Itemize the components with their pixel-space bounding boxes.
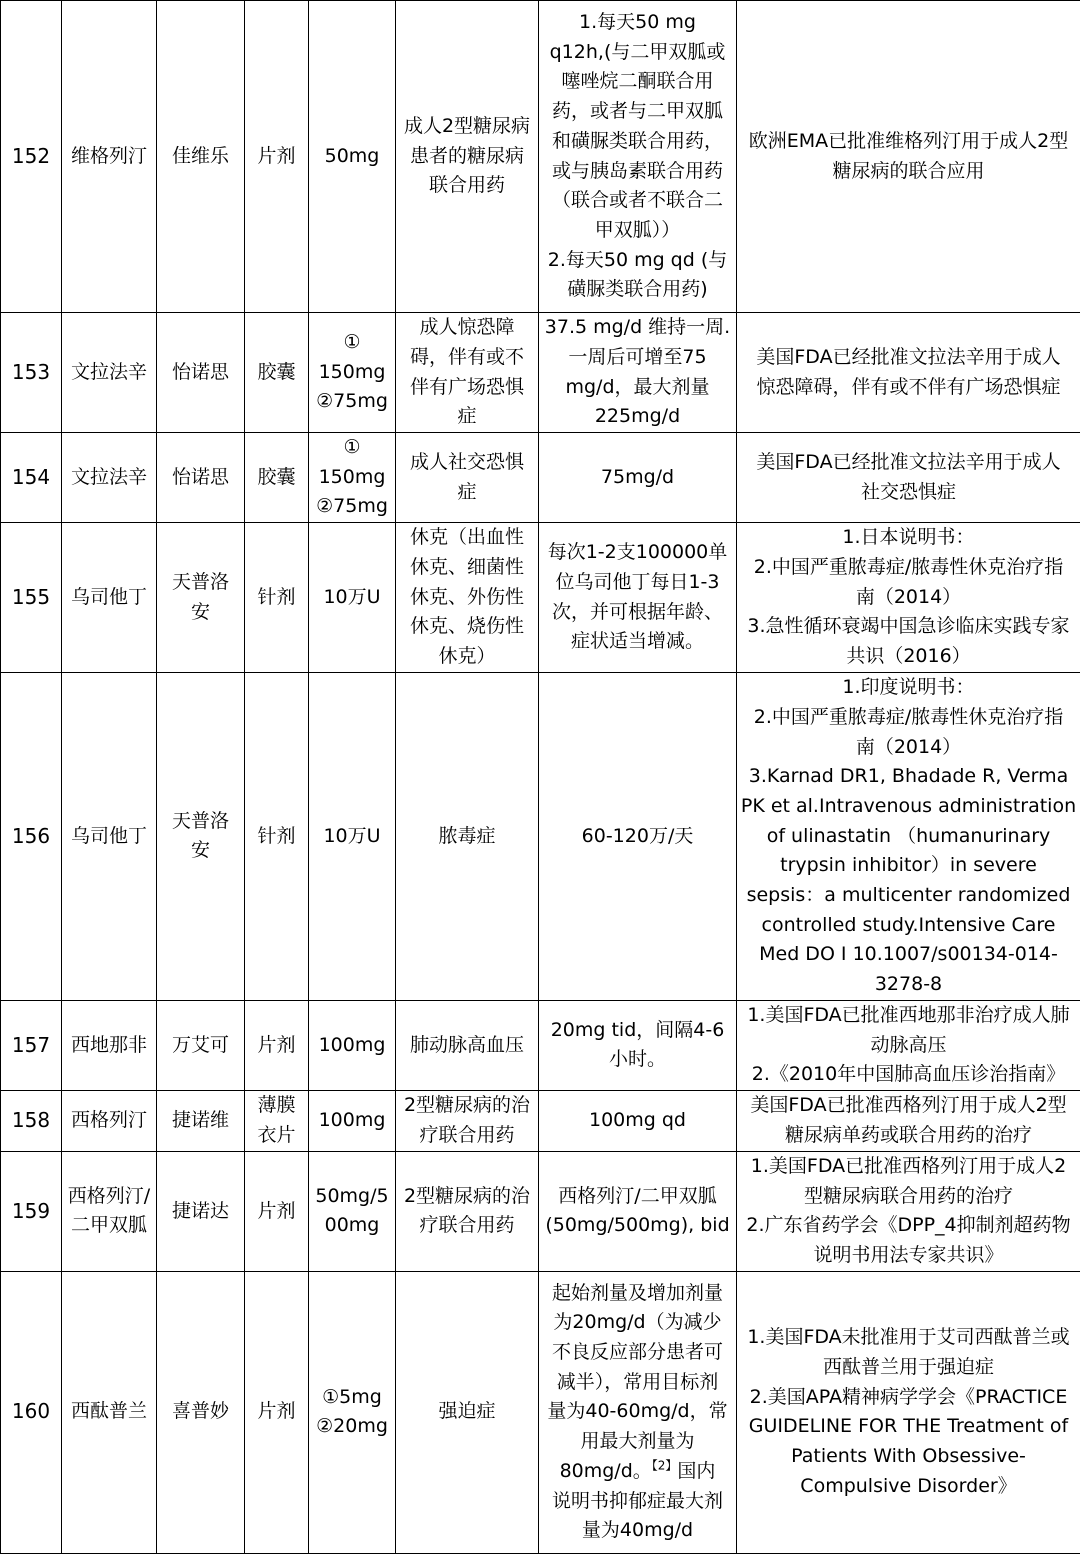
cell-line: of ulinastatin （humanurinary bbox=[740, 822, 1077, 852]
cell-line: 2型糖尿病的治 bbox=[399, 1091, 535, 1121]
cell-basis bbox=[737, 1271, 1080, 1553]
cell-specification bbox=[309, 1151, 396, 1271]
cell-specification bbox=[309, 1000, 396, 1090]
cell-dosage-form bbox=[245, 1, 309, 313]
cell-indication bbox=[396, 1151, 539, 1271]
cell-line: 60-120万/天 bbox=[542, 822, 733, 852]
cell-number bbox=[1, 1090, 62, 1151]
cell-line: 捷诺维 bbox=[160, 1106, 241, 1136]
cell-line: 158 bbox=[4, 1106, 58, 1136]
cell-line: 80mg/d。$^{【2】}$国内 bbox=[542, 1457, 733, 1487]
cell-line: 3278-8 bbox=[740, 970, 1077, 1000]
cell-dosage bbox=[539, 673, 737, 1001]
cell-specification bbox=[309, 313, 396, 433]
table-row bbox=[1, 523, 1080, 673]
cell-indication bbox=[396, 433, 539, 523]
cell-brand bbox=[157, 1151, 245, 1271]
cell-line: 乌司他丁 bbox=[65, 583, 153, 613]
cell-line: 3.Karnad DR1, Bhadade R, Verma bbox=[740, 762, 1077, 792]
cell-line: 西格列汀 bbox=[65, 1106, 153, 1136]
cell-line: 成人2型糖尿病 bbox=[399, 112, 535, 142]
cell-line: 2.中国严重脓毒症/脓毒性休克治疗指 bbox=[740, 703, 1077, 733]
cell-dosage-form bbox=[245, 1271, 309, 1553]
cell-dosage bbox=[539, 313, 737, 433]
cell-line: 肺动脉高血压 bbox=[399, 1031, 535, 1061]
cell-number bbox=[1, 313, 62, 433]
cell-line: 为20mg/d（为减少 bbox=[542, 1308, 733, 1338]
cell-indication bbox=[396, 313, 539, 433]
cell-dosage bbox=[539, 1, 737, 313]
table-row bbox=[1, 1271, 1080, 1553]
cell-line: 次，并可根据年龄、 bbox=[542, 598, 733, 628]
cell-dosage-form bbox=[245, 433, 309, 523]
cell-brand bbox=[157, 1271, 245, 1553]
table-row bbox=[1, 1090, 1080, 1151]
cell-line: 1.美国FDA已批准西地那非治疗成人肺 bbox=[740, 1001, 1077, 1031]
cell-line: 一周后可增至75 bbox=[542, 343, 733, 373]
cell-specification bbox=[309, 1090, 396, 1151]
cell-line: 安 bbox=[160, 836, 241, 866]
cell-brand bbox=[157, 673, 245, 1001]
cell-line: 或与胰岛素联合用药 bbox=[542, 157, 733, 187]
cell-line: 2.每天50 mg qd (与 bbox=[542, 246, 733, 276]
cell-basis bbox=[737, 1000, 1080, 1090]
cell-line: 成人社交恐惧 bbox=[399, 448, 535, 478]
cell-line: 37.5 mg/d 维持一周. bbox=[542, 313, 733, 343]
cell-line: 美国FDA已批准西格列汀用于成人2型 bbox=[740, 1091, 1077, 1121]
cell-line: 2.中国严重脓毒症/脓毒性休克治疗指 bbox=[740, 553, 1077, 583]
cell-line: 强迫症 bbox=[399, 1397, 535, 1427]
cell-line: 西酞普兰 bbox=[65, 1397, 153, 1427]
cell-drug-name bbox=[62, 433, 157, 523]
cell-dosage-form bbox=[245, 1000, 309, 1090]
cell-basis bbox=[737, 523, 1080, 673]
cell-line: 共识（2016） bbox=[740, 642, 1077, 672]
cell-basis bbox=[737, 313, 1080, 433]
cell-line: 西格列汀/ bbox=[65, 1182, 153, 1212]
cell-line: 症 bbox=[399, 402, 535, 432]
cell-indication bbox=[396, 1, 539, 313]
cell-drug-name bbox=[62, 1271, 157, 1553]
cell-line: 155 bbox=[4, 583, 58, 613]
cell-line: 150mg bbox=[312, 463, 392, 493]
cell-number bbox=[1, 433, 62, 523]
cell-line: 安 bbox=[160, 598, 241, 628]
cell-line: 50mg/5 bbox=[312, 1182, 392, 1212]
cell-number bbox=[1, 673, 62, 1001]
cell-line: GUIDELINE FOR THE Treatment of bbox=[740, 1412, 1077, 1442]
cell-line: 2.广东省药学会《DPP_4抑制剂超药物 bbox=[740, 1211, 1077, 1241]
cell-line: 糖尿病单药或联合用药的治疗 bbox=[740, 1121, 1077, 1151]
cell-basis bbox=[737, 433, 1080, 523]
table-row bbox=[1, 1151, 1080, 1271]
cell-line: 10万U bbox=[312, 822, 392, 852]
cell-line: 症 bbox=[399, 478, 535, 508]
cell-line: 10万U bbox=[312, 583, 392, 613]
cell-line: 154 bbox=[4, 463, 58, 493]
cell-brand bbox=[157, 433, 245, 523]
cell-specification bbox=[309, 433, 396, 523]
cell-line: 152 bbox=[4, 142, 58, 172]
cell-line: 衣片 bbox=[248, 1121, 305, 1151]
cell-line: Patients With Obsessive- bbox=[740, 1442, 1077, 1472]
cell-line: 157 bbox=[4, 1031, 58, 1061]
cell-line: 乌司他丁 bbox=[65, 822, 153, 852]
cell-dosage-form bbox=[245, 523, 309, 673]
cell-line: 南（2014） bbox=[740, 583, 1077, 613]
cell-basis bbox=[737, 1151, 1080, 1271]
cell-number bbox=[1, 1271, 62, 1553]
cell-dosage bbox=[539, 1271, 737, 1553]
cell-line: 休克、烧伤性 bbox=[399, 612, 535, 642]
cell-dosage bbox=[539, 1151, 737, 1271]
cell-line: 欧洲EMA已批准维格列汀用于成人2型 bbox=[740, 127, 1077, 157]
cell-drug-name bbox=[62, 523, 157, 673]
cell-line: 针剂 bbox=[248, 583, 305, 613]
cell-line: 100mg bbox=[312, 1106, 392, 1136]
cell-brand bbox=[157, 1, 245, 313]
cell-line: 脓毒症 bbox=[399, 822, 535, 852]
cell-line: 休克） bbox=[399, 642, 535, 672]
cell-line: 二甲双胍 bbox=[65, 1211, 153, 1241]
cell-line: Compulsive Disorder》 bbox=[740, 1472, 1077, 1502]
cell-line: 小时。 bbox=[542, 1045, 733, 1075]
cell-line: 疗联合用药 bbox=[399, 1121, 535, 1151]
cell-line: 针剂 bbox=[248, 822, 305, 852]
cell-line: 文拉法辛 bbox=[65, 358, 153, 388]
cell-line: 160 bbox=[4, 1397, 58, 1427]
cell-line: 维格列汀 bbox=[65, 142, 153, 172]
cell-line: 休克、外伤性 bbox=[399, 583, 535, 613]
cell-dosage-form bbox=[245, 313, 309, 433]
cell-line: 药，或者与二甲双胍 bbox=[542, 97, 733, 127]
cell-dosage-form bbox=[245, 1151, 309, 1271]
cell-number bbox=[1, 1151, 62, 1271]
cell-line: Med DO I 10.1007/s00134-014- bbox=[740, 940, 1077, 970]
cell-line: 片剂 bbox=[248, 1197, 305, 1227]
cell-drug-name bbox=[62, 1, 157, 313]
cell-dosage-form bbox=[245, 673, 309, 1001]
cell-line: PK et al.Intravenous administration bbox=[740, 792, 1077, 822]
cell-line: sepsis：a multicenter randomized bbox=[740, 881, 1077, 911]
cell-line: 伴有广场恐惧 bbox=[399, 373, 535, 403]
cell-line: 捷诺达 bbox=[160, 1197, 241, 1227]
cell-line: 153 bbox=[4, 358, 58, 388]
cell-line: 薄膜 bbox=[248, 1091, 305, 1121]
cell-line: ②20mg bbox=[312, 1412, 392, 1442]
cell-basis bbox=[737, 1090, 1080, 1151]
cell-line: q12h,(与二甲双胍或 bbox=[542, 38, 733, 68]
cell-line: 休克、细菌性 bbox=[399, 553, 535, 583]
cell-brand bbox=[157, 1090, 245, 1151]
cell-line: 100mg qd bbox=[542, 1106, 733, 1136]
cell-line: ①5mg bbox=[312, 1383, 392, 1413]
cell-line: 怡诺思 bbox=[160, 358, 241, 388]
cell-line: 不良反应部分患者可 bbox=[542, 1338, 733, 1368]
cell-line: 量为40-60mg/d，常 bbox=[542, 1397, 733, 1427]
cell-basis bbox=[737, 1, 1080, 313]
reference-mark: 【2】 bbox=[652, 1458, 678, 1472]
table-row bbox=[1, 1, 1080, 313]
cell-line: ②75mg bbox=[312, 492, 392, 522]
cell-specification bbox=[309, 523, 396, 673]
cell-line: 文拉法辛 bbox=[65, 463, 153, 493]
cell-dosage bbox=[539, 433, 737, 523]
cell-line: 2.《2010年中国肺高血压诊治指南》 bbox=[740, 1060, 1077, 1090]
cell-line: 1.每天50 mg bbox=[542, 8, 733, 38]
cell-line: 南（2014） bbox=[740, 733, 1077, 763]
cell-line: 片剂 bbox=[248, 142, 305, 172]
cell-line: 美国FDA已经批准文拉法辛用于成人 bbox=[740, 343, 1077, 373]
cell-line: 20mg tid，间隔4-6 bbox=[542, 1016, 733, 1046]
cell-line: 说明书用法专家共识》 bbox=[740, 1241, 1077, 1271]
cell-line: 3.急性循环衰竭中国急诊临床实践专家 bbox=[740, 612, 1077, 642]
cell-line: 美国FDA已经批准文拉法辛用于成人 bbox=[740, 448, 1077, 478]
cell-line: 起始剂量及增加剂量 bbox=[542, 1279, 733, 1309]
cell-line: 50mg bbox=[312, 142, 392, 172]
cell-line: 西地那非 bbox=[65, 1031, 153, 1061]
cell-line: 1.美国FDA已批准西格列汀用于成人2 bbox=[740, 1152, 1077, 1182]
cell-line: 2.美国APA精神病学学会《PRACTICE bbox=[740, 1383, 1077, 1413]
table-row bbox=[1, 1000, 1080, 1090]
cell-dosage bbox=[539, 1090, 737, 1151]
cell-drug-name bbox=[62, 673, 157, 1001]
cell-line: controlled study.Intensive Care bbox=[740, 911, 1077, 941]
cell-number bbox=[1, 1, 62, 313]
cell-line: 休克（出血性 bbox=[399, 523, 535, 553]
cell-line: 片剂 bbox=[248, 1397, 305, 1427]
cell-line: 患者的糖尿病 bbox=[399, 142, 535, 172]
cell-line: 159 bbox=[4, 1197, 58, 1227]
table-row bbox=[1, 433, 1080, 523]
cell-drug-name bbox=[62, 1090, 157, 1151]
cell-drug-name bbox=[62, 1000, 157, 1090]
cell-line: 佳维乐 bbox=[160, 142, 241, 172]
cell-line: 型糖尿病联合用药的治疗 bbox=[740, 1182, 1077, 1212]
cell-drug-name bbox=[62, 1151, 157, 1271]
cell-number bbox=[1, 1000, 62, 1090]
cell-brand bbox=[157, 313, 245, 433]
cell-line: 天普洛 bbox=[160, 807, 241, 837]
cell-line: ① bbox=[312, 433, 392, 463]
cell-line: 症状适当增减。 bbox=[542, 627, 733, 657]
cell-line: 和磺脲类联合用药， bbox=[542, 127, 733, 157]
cell-line: 1.日本说明书： bbox=[740, 523, 1077, 553]
cell-line: ① bbox=[312, 328, 392, 358]
table-row bbox=[1, 313, 1080, 433]
cell-line: 说明书抑郁症最大剂 bbox=[542, 1487, 733, 1517]
cell-line: 天普洛 bbox=[160, 568, 241, 598]
cell-line: 社交恐惧症 bbox=[740, 478, 1077, 508]
cell-indication bbox=[396, 1090, 539, 1151]
cell-brand bbox=[157, 1000, 245, 1090]
cell-line: 联合用药 bbox=[399, 171, 535, 201]
cell-line: 156 bbox=[4, 822, 58, 852]
cell-basis bbox=[737, 673, 1080, 1001]
cell-line: 100mg bbox=[312, 1031, 392, 1061]
cell-line: 喜普妙 bbox=[160, 1397, 241, 1427]
cell-line: 225mg/d bbox=[542, 402, 733, 432]
cell-line: 减半），常用目标剂 bbox=[542, 1368, 733, 1398]
cell-brand bbox=[157, 523, 245, 673]
cell-line: 噻唑烷二酮联合用 bbox=[542, 67, 733, 97]
cell-dosage bbox=[539, 1000, 737, 1090]
cell-line: 动脉高压 bbox=[740, 1031, 1077, 1061]
cell-line: 1.美国FDA未批准用于艾司西酞普兰或 bbox=[740, 1323, 1077, 1353]
cell-line-tail: 国内 bbox=[677, 1460, 715, 1482]
cell-line: 甲双胍）） bbox=[542, 216, 733, 246]
cell-line: 糖尿病的联合应用 bbox=[740, 157, 1077, 187]
cell-drug-name bbox=[62, 313, 157, 433]
cell-line: 胶囊 bbox=[248, 463, 305, 493]
cell-line: 每次1-2支100000单 bbox=[542, 538, 733, 568]
cell-line: 150mg bbox=[312, 358, 392, 388]
cell-line: 用最大剂量为 bbox=[542, 1427, 733, 1457]
table-body bbox=[1, 1, 1080, 1554]
cell-line: 量为40mg/d bbox=[542, 1516, 733, 1546]
cell-line: 00mg bbox=[312, 1211, 392, 1241]
cell-dosage bbox=[539, 523, 737, 673]
cell-line: 碍，伴有或不 bbox=[399, 343, 535, 373]
cell-line: 西格列汀/二甲双胍 bbox=[542, 1182, 733, 1212]
cell-line: 疗联合用药 bbox=[399, 1211, 535, 1241]
cell-specification bbox=[309, 1271, 396, 1553]
cell-line: 1.印度说明书： bbox=[740, 673, 1077, 703]
cell-line: mg/d，最大剂量 bbox=[542, 373, 733, 403]
cell-line: 万艾可 bbox=[160, 1031, 241, 1061]
cell-dosage-form bbox=[245, 1090, 309, 1151]
cell-specification bbox=[309, 1, 396, 313]
cell-line: 胶囊 bbox=[248, 358, 305, 388]
cell-line: 磺脲类联合用药) bbox=[542, 275, 733, 305]
cell-indication bbox=[396, 523, 539, 673]
cell-line: (50mg/500mg), bid bbox=[542, 1211, 733, 1241]
cell-line: 位乌司他丁每日1-3 bbox=[542, 568, 733, 598]
cell-line: 片剂 bbox=[248, 1031, 305, 1061]
cell-number bbox=[1, 523, 62, 673]
cell-line: ②75mg bbox=[312, 387, 392, 417]
table-row bbox=[1, 673, 1080, 1001]
cell-line: （联合或者不联合二 bbox=[542, 186, 733, 216]
cell-line: 惊恐障碍，伴有或不伴有广场恐惧症 bbox=[740, 373, 1077, 403]
cell-line: 成人惊恐障 bbox=[399, 313, 535, 343]
cell-line: 2型糖尿病的治 bbox=[399, 1182, 535, 1212]
cell-indication bbox=[396, 673, 539, 1001]
cell-line: 西酞普兰用于强迫症 bbox=[740, 1353, 1077, 1383]
cell-indication bbox=[396, 1000, 539, 1090]
cell-indication bbox=[396, 1271, 539, 1553]
cell-line: 75mg/d bbox=[542, 463, 733, 493]
cell-line: 怡诺思 bbox=[160, 463, 241, 493]
cell-specification bbox=[309, 673, 396, 1001]
cell-line: trypsin inhibitor）in severe bbox=[740, 851, 1077, 881]
